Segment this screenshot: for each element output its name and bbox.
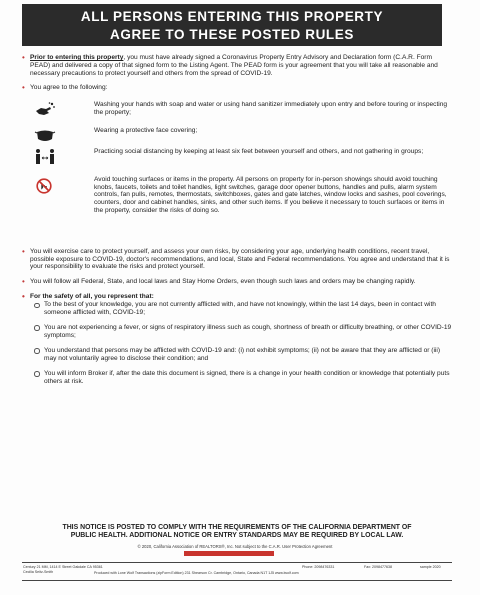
notice-line-2: PUBLIC HEALTH. ADDITIONAL NOTICE OR ENTRY STANDARDS MAY BE REQUIRED BY LOCAL LAW. bbox=[70, 532, 404, 540]
intro-lead: Prior to entering this property bbox=[30, 54, 124, 61]
compliance-notice bbox=[22, 524, 452, 541]
rule-text: Practicing social distancing by keeping at least six feet between yourself and others, and not gathering in groups; bbox=[94, 147, 424, 155]
page-header bbox=[22, 4, 442, 46]
page-footer bbox=[22, 562, 452, 581]
no-touch-icon bbox=[34, 176, 54, 196]
header-line-2: AGREE TO THESE POSTED RULES bbox=[110, 27, 354, 42]
form-id-bar bbox=[184, 551, 274, 556]
notice-line-1: THIS NOTICE IS POSTED TO COMPLY WITH THE REQUIREMENTS OF THE CALIFORNIA DEPARTMENT OF bbox=[62, 524, 412, 531]
footer-sample: sample 2020 bbox=[420, 565, 441, 569]
rule-text: Washing your hands with soap and water or using hand sanitizer immediately upon entry and before touring or inspecting the property; bbox=[94, 100, 448, 116]
footer-phone: Phone: 2098476331 bbox=[302, 565, 335, 569]
rule-row-no-touch bbox=[34, 176, 452, 238]
social-distance-icon bbox=[34, 148, 56, 166]
intro-paragraph bbox=[22, 54, 452, 78]
hand-washing-icon bbox=[34, 101, 56, 119]
agree-heading: • You agree to the following: bbox=[22, 84, 452, 92]
rule-row-social-distance bbox=[34, 148, 452, 176]
safety-heading: • For the safety of all, you represent that: bbox=[22, 293, 452, 301]
rule-row-hand-washing bbox=[34, 101, 452, 127]
footer-agent-name: Cecilia Seitz-Smith bbox=[23, 569, 54, 574]
header-line-1: ALL PERSONS ENTERING THIS PROPERTY bbox=[80, 9, 384, 24]
intro-text: , you must have already signed a Coronavirus Property Entry Advisory and Declaration form (C.A.R. Form PEAD) and delivered a copy of that signed form to the Listing Agent. The PEAD form is your agreement that you will take all reasonable and necessary precautions to protect yourself and others from the spread of COVID-19. bbox=[30, 54, 438, 77]
representation-item: You understand that persons may be afflicted with COVID-19 and: (i) not exhibit symptoms; (ii) not be aware that they are afflicted or (iii) may not voluntarily agree to disclose their condition; and bbox=[30, 347, 452, 363]
laws-point: • You will follow all Federal, State, and local laws and Stay Home Orders, even though such laws and orders may be changing rapidly. bbox=[22, 278, 452, 286]
footer-producer: Produced with Lone Wolf Transactions (zipForm Edition) 231 Shearson Cr. Cambridge, Ontario, Canada N1T 1J5 www.lwolf.com bbox=[94, 571, 299, 575]
footer-broker bbox=[23, 565, 103, 574]
document-body bbox=[22, 54, 452, 385]
risk-point: • You will exercise care to protect yourself, and assess your own risks, by considering your age, underlying health conditions, recent travel, possible exposure to COVID-19, doctor's recommendations, and local, State and Federal recommendations. You agree and understand that it is your responsibility to evaluate the risks and protect yourself. bbox=[22, 248, 452, 272]
face-mask-icon bbox=[34, 127, 56, 145]
footer-fax: Fax: 2098477638 bbox=[364, 565, 392, 569]
footer-broker-address: Century 21 MM, 1414 E Street Oakdale CA 95361 bbox=[23, 565, 103, 569]
copyright-line: © 2020, California Association of REALTORS®, Inc. Not subject to the C.A.R. User Protection Agreement bbox=[137, 544, 333, 549]
representation-item: You are not experiencing a fever, or signs of respiratory illness such as cough, shortness of breath or difficulty breathing, or other COVID-19 symptoms; bbox=[30, 324, 452, 340]
rule-row-face-mask bbox=[34, 127, 452, 148]
rule-text: Wearing a protective face covering; bbox=[94, 126, 198, 134]
rule-text: Avoid touching surfaces or items in the property. All persons on property for in-person showings should avoid touching knobs, faucets, toilets and toilet handles, light switches, garage door opener buttons, handles and pulls, alarm system controls, fan pulls, remotes, thermostats, switchboxes, gates and gate latches, window locks and sashes, pool coverings, counters, door and cabinet handles, sinks, and other such items. If you believe it necessary to touch surfaces or items in the property, consider the risks of doing so. bbox=[94, 175, 447, 215]
representation-item: To the best of your knowledge, you are not currently afflicted with, and have not knowingly, within the last 14 days, been in contact with someone afflicted with, COVID-19; bbox=[30, 301, 452, 317]
representation-item: You will inform Broker if, after the date this document is signed, there is a change in your health condition or knowledge that potentially puts others at risk. bbox=[30, 370, 452, 386]
